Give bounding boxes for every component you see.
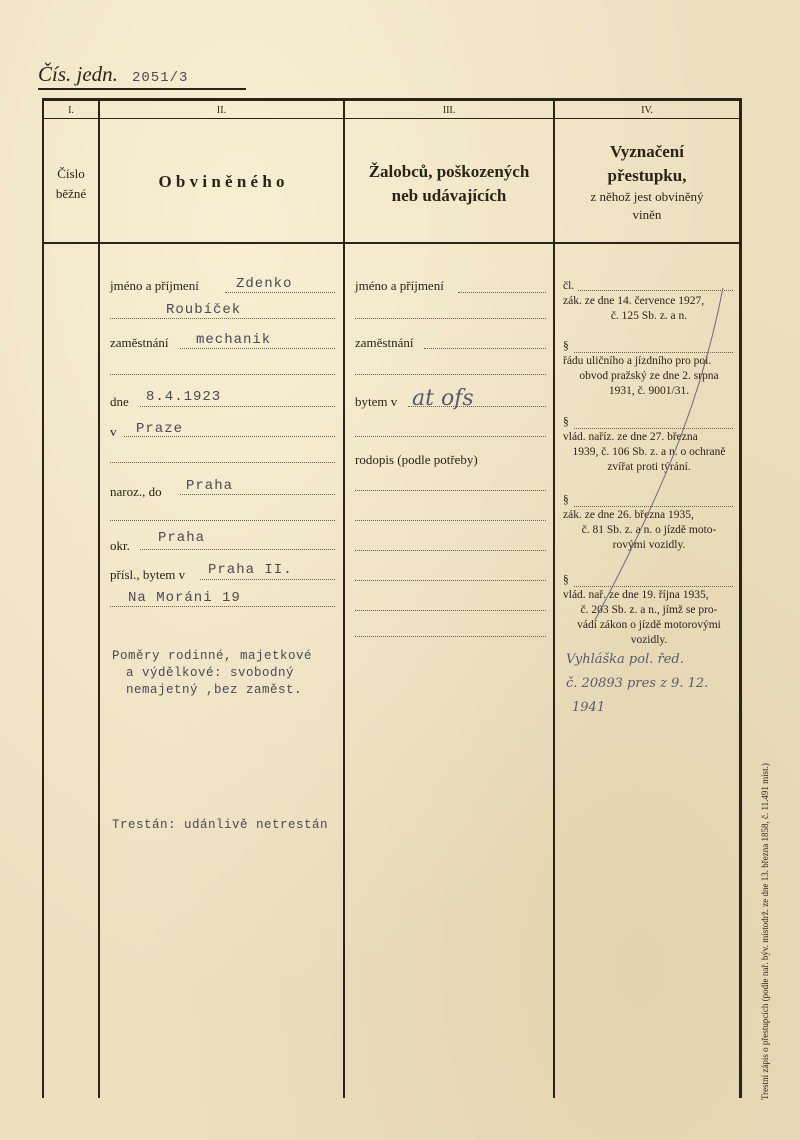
- table-left-border: [42, 98, 44, 1098]
- accused-date-label: dne: [110, 394, 129, 409]
- accused-date-line: [140, 406, 335, 407]
- table-top-border: [42, 98, 742, 101]
- complainant-biography-line1: [355, 490, 546, 491]
- col2-number: II.: [216, 105, 227, 116]
- accused-family-value-line2: nemajetný ,bez zaměst.: [126, 683, 303, 697]
- accused-district: Praha: [158, 530, 206, 546]
- complainant-biography-line6: [355, 636, 546, 637]
- complainant-biography-line3: [355, 550, 546, 551]
- accused-born-line: [180, 494, 335, 495]
- col3-heading: [345, 160, 553, 208]
- accused-first-name: Zdenko: [236, 276, 293, 292]
- accused-occupation-line2: [110, 374, 335, 375]
- col4-heading-line3: z něhož jest obviněný: [590, 189, 704, 204]
- col1-heading: [44, 164, 98, 204]
- col2-heading: O b v i n ě n é h o: [158, 172, 285, 191]
- offense-b3-line3: 1939, č. 106 Sb. z. a n. o ochraně: [572, 446, 726, 458]
- accused-family-value-line1: svobodný: [230, 666, 295, 680]
- offense-b5-line2: vlád. nař. ze dne 19. října 1935,: [563, 589, 709, 601]
- offense-b3-line2: vlád. naříz. ze dne 27. března: [563, 431, 698, 443]
- offense-b4-line4: rovými vozidly.: [612, 539, 686, 551]
- accused-surname-line: [110, 318, 335, 319]
- reference-label: Čís. jedn.: [38, 62, 118, 86]
- offense-b1-line2: zák. ze dne 14. července 1927,: [563, 295, 705, 307]
- table-right-border: [739, 98, 742, 1098]
- accused-place-prefix: v: [110, 424, 117, 439]
- accused-punished-value: udánlivě netrestán: [184, 818, 329, 832]
- side-note: Trestní zápis o přestupcích (podle nař. býv. místodrž. ze dne 13. března 1858, č. 11.491 míst.): [760, 763, 770, 1100]
- reference-number: 2051/3: [132, 70, 189, 86]
- offense-b4-line3: č. 81 Sb. z. a n. o jízdě moto-: [581, 524, 717, 536]
- complainant-biography-line5: [355, 610, 546, 611]
- accused-district-line: [140, 549, 335, 550]
- accused-district-label: okr.: [110, 538, 130, 553]
- accused-punished-row: [112, 818, 328, 832]
- offense-b2-line2: řádu uličního a jízdního pro pol.: [563, 355, 712, 367]
- col-divider-2: [343, 98, 345, 1098]
- accused-born-line2: [110, 520, 335, 521]
- complainant-biography-line2: [355, 520, 546, 521]
- offense-strike-line: [555, 270, 739, 630]
- offense-b5-line1: §: [563, 574, 569, 586]
- complainant-occupation-line: [424, 348, 546, 349]
- offense-b3-line4: zvířat proti týrání.: [607, 461, 691, 473]
- header-num-divider: [42, 118, 742, 119]
- col-divider-1: [98, 98, 100, 1098]
- offense-b1-line3: č. 125 Sb. z. a n.: [610, 310, 688, 322]
- complainant-name-line2: [355, 318, 546, 319]
- accused-punished-label: Trestán:: [112, 818, 177, 832]
- col3-heading-line2: neb udávajících: [391, 186, 507, 205]
- offense-b2-line1: §: [563, 340, 569, 352]
- accused-birth-date: 8.4.1923: [146, 389, 222, 405]
- col1-number: I.: [68, 105, 74, 116]
- offense-b5-line3: č. 203 Sb. z. a n., jímž se pro-: [580, 604, 718, 616]
- accused-street-line: [110, 606, 335, 607]
- complainant-biography-label: rodopis (podle potřeby): [355, 452, 478, 467]
- accused-occupation: mechanik: [196, 332, 272, 348]
- complainant-name-line: [458, 292, 546, 293]
- offense-hand-line3: 1941: [572, 700, 606, 715]
- complainant-biography-line4: [355, 580, 546, 581]
- accused-occupation-label: zaměstnání: [110, 335, 169, 350]
- col4-heading: [555, 140, 739, 224]
- complainant-residence-label: bytem v: [355, 394, 398, 409]
- complainant-residence-handwriting: at ofs: [412, 386, 474, 411]
- accused-residence: Praha II.: [208, 562, 293, 578]
- complainant-residence-line2: [355, 436, 546, 437]
- col4-number: IV.: [641, 105, 653, 116]
- accused-family-label-line1: Poměry rodinné, majetkové: [112, 649, 313, 663]
- accused-name-line: [225, 292, 335, 293]
- complainant-occupation-label: zaměstnání: [355, 335, 414, 350]
- accused-born-label: naroz., do: [110, 484, 162, 499]
- offense-b1-line1: čl.: [563, 280, 575, 292]
- offense-handwritten-note: [566, 648, 738, 720]
- offense-b2-line4: 1931, č. 9001/31.: [608, 385, 690, 397]
- accused-birth-place: Praze: [136, 421, 184, 437]
- accused-born-value: Praha: [186, 478, 234, 494]
- col1-heading-line2: běžné: [55, 186, 87, 201]
- accused-family-block: [112, 648, 342, 699]
- col4-heading-line2: přestupku,: [607, 166, 687, 185]
- accused-name-label: jméno a příjmení: [110, 278, 199, 293]
- offense-b5-line4: vádí zákon o jízdě motorovými: [577, 619, 721, 631]
- accused-family-label-line2: a výdělkové:: [126, 666, 223, 680]
- accused-place-line2: [110, 462, 335, 463]
- col4-heading-line1: Vyznačení: [610, 142, 684, 161]
- accused-occupation-line: [180, 348, 335, 349]
- complainant-name-label: jméno a příjmení: [355, 278, 444, 293]
- offense-b2-line3: obvod pražský ze dne 2. srpna: [579, 370, 719, 382]
- col4-heading-line4: viněn: [632, 207, 662, 222]
- accused-last-name: Roubíček: [166, 302, 242, 318]
- offense-b4-line2: zák. ze dne 26. března 1935,: [563, 509, 694, 521]
- accused-residence-label: přísl., bytem v: [110, 567, 186, 582]
- accused-street: Na Moráni 19: [128, 590, 241, 606]
- col1-heading-line1: Číslo: [57, 166, 85, 181]
- header-bottom-border: [42, 242, 742, 244]
- offense-b3-line1: §: [563, 416, 569, 428]
- offense-b5-line5: vozidly.: [630, 634, 668, 646]
- col3-heading-line1: Žalobců, poškozených: [368, 162, 530, 181]
- col3-number: III.: [442, 105, 456, 116]
- complainant-occupation-line2: [355, 374, 546, 375]
- offense-hand-line2: č. 20893 pres z 9. 12.: [566, 676, 709, 691]
- offense-hand-line1: Vyhláška pol. řed.: [566, 652, 684, 667]
- reference-underline: [38, 88, 246, 90]
- offense-b4-line1: §: [563, 494, 569, 506]
- accused-residence-line: [200, 579, 335, 580]
